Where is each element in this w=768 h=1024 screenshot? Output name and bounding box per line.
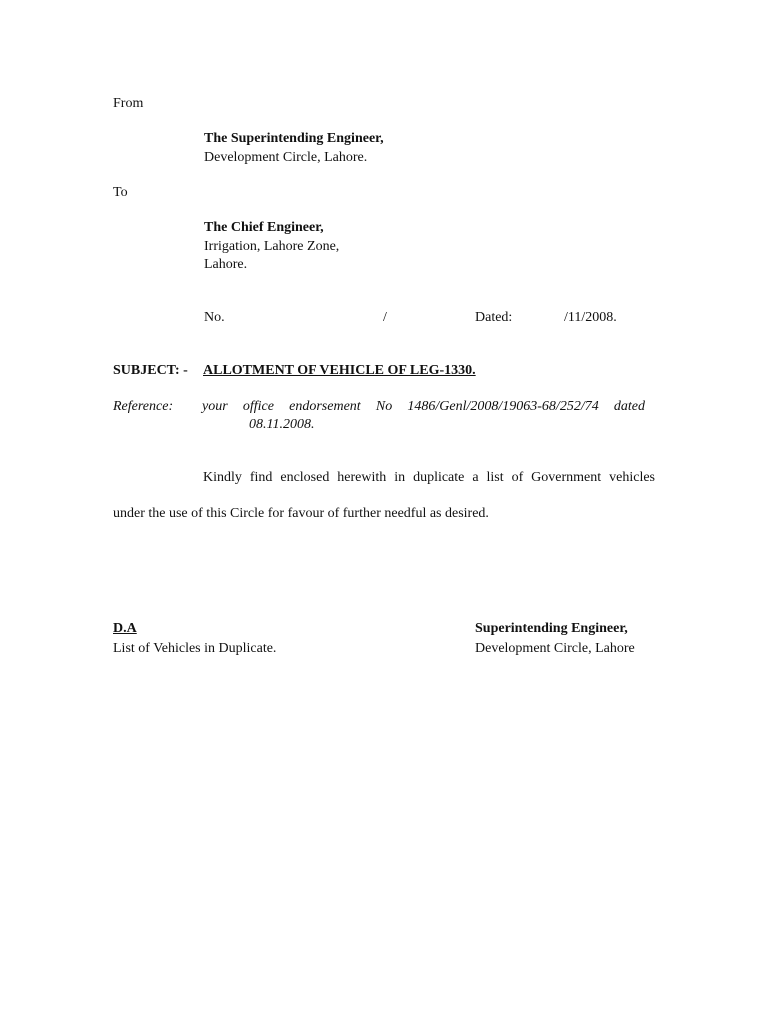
reference-line1 (202, 398, 645, 415)
signatory-title: Superintending Engineer, (475, 621, 628, 636)
body-line1: Kindly find enclosed herewith in duplicate a list of Government vehicles (203, 470, 655, 485)
reference-line1-text: your office endorsement No 1486/Genl/2008/19063-68/252/74 dated (202, 399, 645, 414)
to-label: To (113, 185, 128, 200)
sender-title: The Superintending Engineer, (204, 131, 384, 146)
dated-label: Dated: (475, 310, 513, 325)
dated-value: /11/2008. (564, 310, 617, 325)
recipient-address-line1: Irrigation, Lahore Zone, (204, 239, 340, 254)
subject-text: ALLOTMENT OF VEHICLE OF LEG-1330. (203, 363, 476, 378)
recipient-title: The Chief Engineer, (204, 220, 324, 235)
number-label: No. (204, 310, 225, 325)
from-label: From (113, 96, 144, 111)
enclosure-text: List of Vehicles in Duplicate. (113, 641, 277, 656)
signatory-office: Development Circle, Lahore (475, 641, 635, 656)
recipient-address-line2: Lahore. (204, 257, 248, 272)
body-line2: under the use of this Circle for favour of further needful as desired. (113, 506, 489, 521)
number-separator: / (383, 310, 387, 325)
reference-line2: 08.11.2008. (249, 417, 315, 432)
reference-label: Reference: (113, 399, 174, 414)
sender-address: Development Circle, Lahore. (204, 150, 368, 165)
enclosure-label: D.A (113, 621, 137, 636)
subject-label: SUBJECT: - (113, 363, 188, 378)
